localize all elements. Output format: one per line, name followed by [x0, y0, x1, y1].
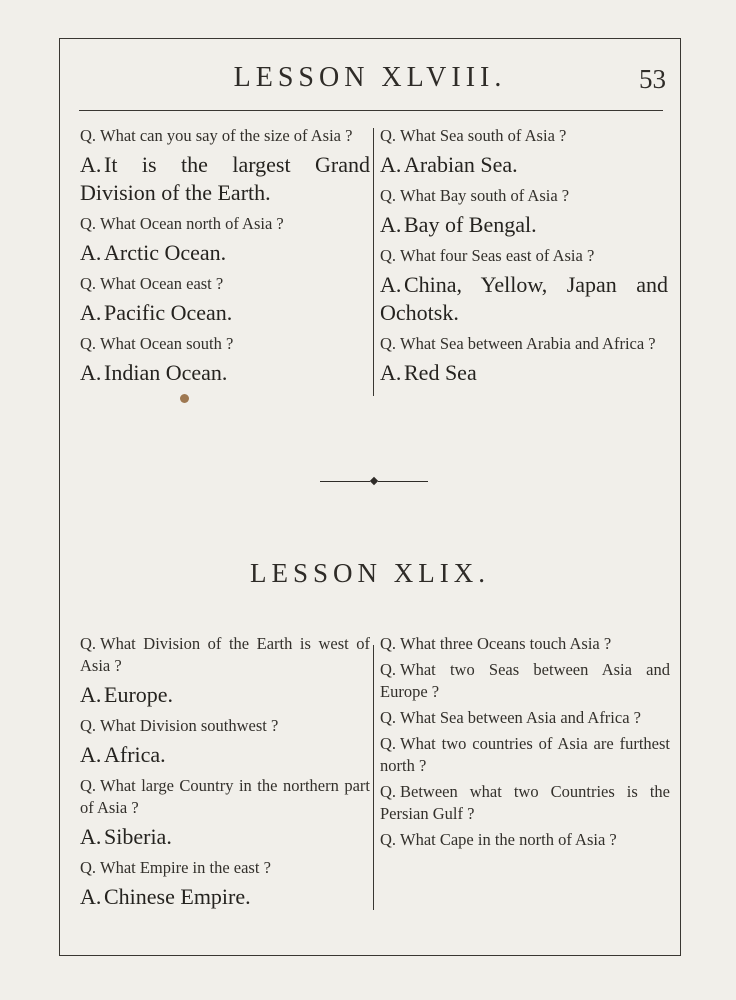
answer: A. Arctic Ocean.	[80, 240, 227, 265]
answer: A. It is the largest Grand Division of the Earth.	[80, 152, 370, 205]
page-header	[60, 60, 680, 100]
question: Q. What large Country in the northern part of Asia ?	[80, 776, 370, 817]
ornament-diamond	[370, 477, 378, 485]
question: Q. What Sea between Asia and Africa ?	[380, 708, 641, 727]
question: Q. What Cape in the north of Asia ?	[380, 830, 617, 849]
lesson-48-title: LESSON XLVIII.	[233, 62, 507, 93]
answer: A. Siberia.	[80, 824, 172, 849]
column-divider	[373, 645, 374, 910]
lesson-49-left-column	[80, 633, 370, 917]
question: Q. What three Oceans touch Asia ?	[380, 634, 612, 653]
question: Q. What Ocean south ?	[80, 334, 234, 353]
page-number: 53	[639, 64, 666, 94]
question: Q. What Division of the Earth is west of Asia ?	[80, 634, 370, 675]
question: Q. What Sea between Arabia and Africa ?	[380, 334, 656, 353]
ornament-line	[378, 481, 428, 482]
answer: A. Chinese Empire.	[80, 884, 251, 909]
question: Q. What four Seas east of Asia ?	[380, 246, 595, 265]
question: Q. What Division southwest ?	[80, 716, 279, 735]
answer: A. China, Yellow, Japan and Ochotsk.	[380, 272, 668, 325]
lesson-49-right-column	[380, 633, 670, 855]
question: Q. What Ocean north of Asia ?	[80, 214, 284, 233]
question: Q. What can you say of the size of Asia ?	[80, 126, 353, 145]
column-divider	[373, 128, 374, 396]
answer: A. Bay of Bengal.	[380, 212, 537, 237]
lesson-48-right-column	[380, 125, 668, 393]
question: Q. What Bay south of Asia ?	[380, 186, 570, 205]
ornament-line	[320, 481, 370, 482]
question: Q. What Sea south of Asia ?	[380, 126, 567, 145]
answer: A. Arabian Sea.	[380, 152, 518, 177]
question: Q. What Ocean east ?	[80, 274, 224, 293]
answer: A. Indian Ocean.	[80, 360, 228, 385]
question: Q. Between what two Countries is the Persian Gulf ?	[380, 782, 670, 823]
ink-blot	[180, 394, 189, 403]
lesson-48-left-column	[80, 125, 370, 393]
section-ornament	[320, 478, 428, 486]
question: Q. What two Seas between Asia and Europe ?	[380, 660, 670, 701]
answer: A. Pacific Ocean.	[80, 300, 233, 325]
answer: A. Africa.	[80, 742, 166, 767]
answer: A. Europe.	[80, 682, 174, 707]
answer: A. Red Sea	[380, 360, 477, 385]
header-rule	[79, 110, 663, 111]
question: Q. What two countries of Asia are furthest north ?	[380, 734, 670, 775]
lesson-49-title: LESSON XLIX.	[250, 558, 490, 588]
question: Q. What Empire in the east ?	[80, 858, 271, 877]
